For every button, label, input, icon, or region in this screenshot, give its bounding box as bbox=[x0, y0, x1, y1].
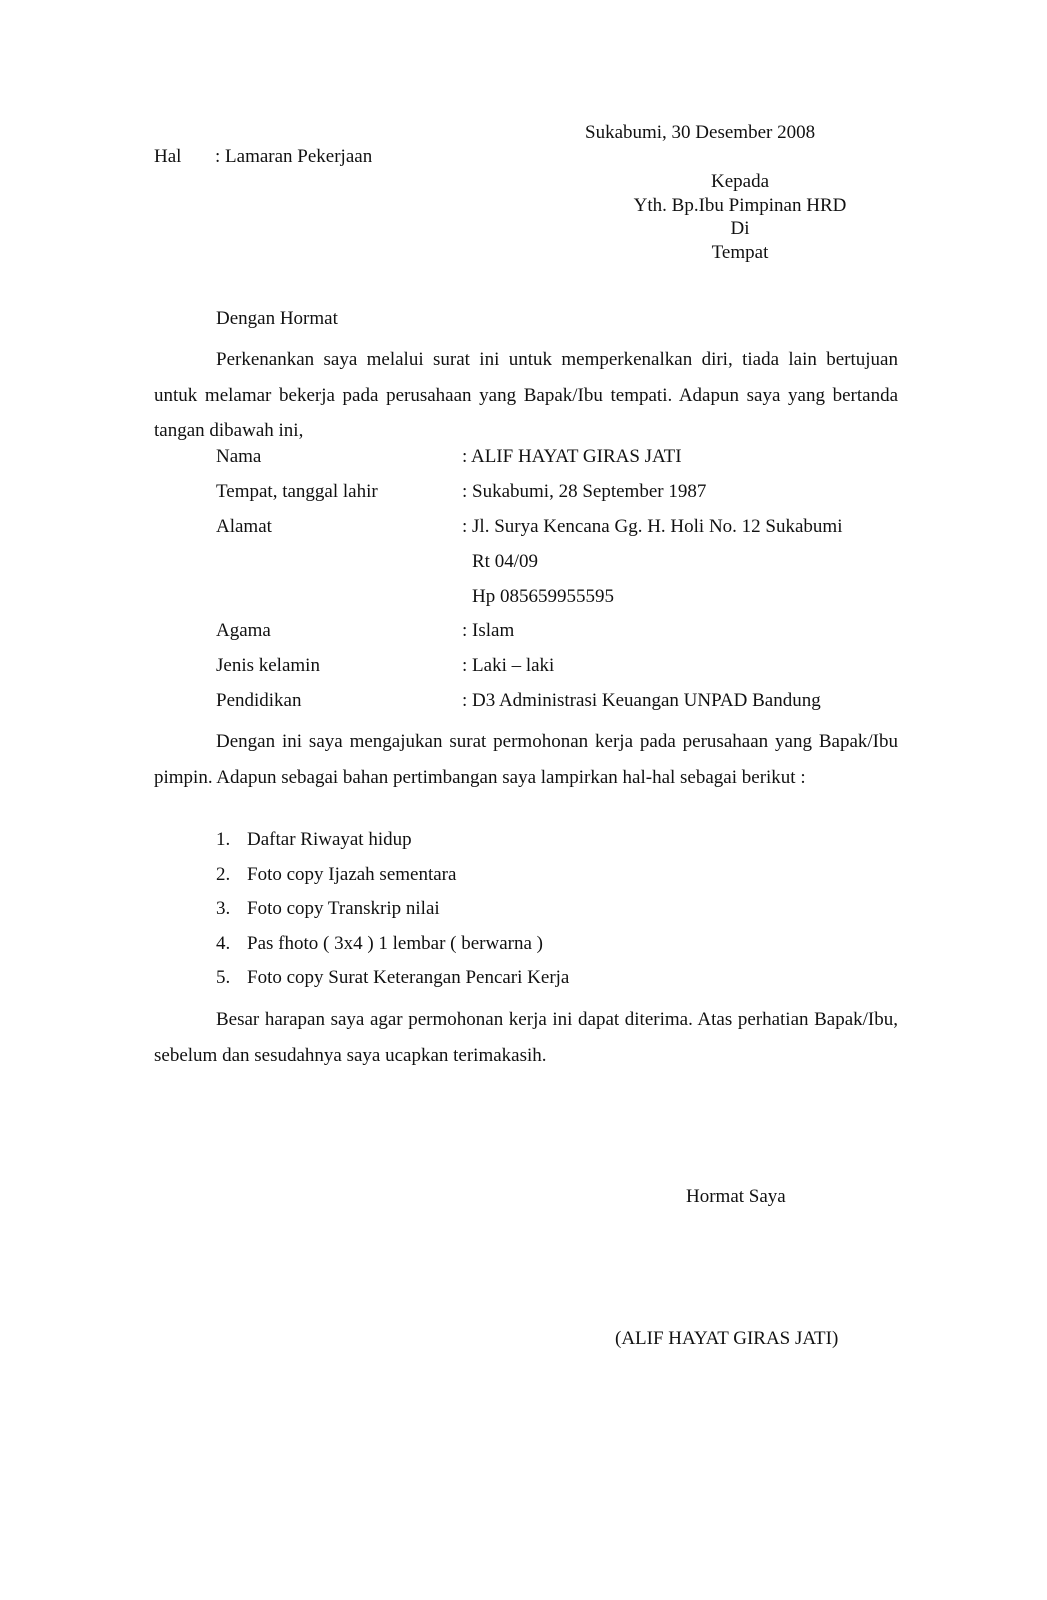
field-label: Alamat bbox=[216, 516, 272, 537]
attachment-text: Foto copy Ijazah sementara bbox=[247, 864, 457, 885]
attachment-item bbox=[216, 898, 440, 920]
field-agama bbox=[216, 620, 906, 655]
field-label: Jenis kelamin bbox=[216, 655, 320, 676]
recipient-line: Yth. Bp.Ibu Pimpinan HRD bbox=[633, 194, 847, 216]
address-cont-line: Hp 085659955595 bbox=[472, 586, 614, 607]
place-date: Sukabumi, 30 Desember 2008 bbox=[585, 122, 816, 143]
body-paragraph bbox=[154, 724, 898, 795]
attachment-text: Foto copy Transkrip nilai bbox=[247, 898, 440, 919]
intro-text: Perkenankan saya melalui surat ini untuk memperkenalkan diri, tiada lain bertujuan untuk melamar bekerja pada perusahaan yang Bapak/Ibu tempati. Adapun saya yang bertanda tangan dibawah ini, bbox=[154, 349, 898, 441]
field-jenis-kelamin bbox=[216, 655, 906, 690]
subject-value: : Lamaran Pekerjaan bbox=[215, 146, 373, 167]
field-value: : Laki – laki bbox=[462, 655, 555, 676]
field-value: : Sukabumi, 28 September 1987 bbox=[462, 481, 707, 502]
attachment-text: Pas fhoto ( 3x4 ) 1 lembar ( berwarna ) bbox=[247, 933, 543, 954]
field-label: Nama bbox=[216, 446, 262, 467]
attachment-number: 3. bbox=[216, 898, 231, 919]
signature-name: (ALIF HAYAT GIRAS JATI) bbox=[615, 1328, 839, 1349]
sign-off: Hormat Saya bbox=[686, 1186, 786, 1207]
attachment-item bbox=[216, 933, 543, 955]
attachment-text: Foto copy Surat Keterangan Pencari Kerja bbox=[247, 967, 570, 988]
recipient-block bbox=[590, 170, 890, 264]
closing-paragraph bbox=[154, 1002, 898, 1073]
salutation: Dengan Hormat bbox=[216, 308, 338, 329]
field-label: Pendidikan bbox=[216, 690, 302, 711]
field-value: : D3 Administrasi Keuangan UNPAD Bandung bbox=[462, 690, 821, 711]
field-value: : Jl. Surya Kencana Gg. H. Holi No. 12 Sukabumi bbox=[462, 516, 843, 537]
attachment-number: 1. bbox=[216, 829, 231, 850]
subject-label: Hal bbox=[154, 146, 182, 167]
field-ttl bbox=[216, 481, 906, 516]
intro-paragraph bbox=[154, 342, 898, 449]
field-value: : Islam bbox=[462, 620, 515, 641]
body-text: Dengan ini saya mengajukan surat permohonan kerja pada perusahaan yang Bapak/Ibu pimpin. Adapun sebagai bahan pertimbangan saya lampirkan hal-hal sebagai berikut : bbox=[154, 731, 898, 788]
attachment-item bbox=[216, 829, 412, 851]
attachment-number: 5. bbox=[216, 967, 231, 988]
attachment-item bbox=[216, 967, 569, 989]
field-label: Agama bbox=[216, 620, 271, 641]
field-pendidikan bbox=[216, 690, 906, 725]
attachment-text: Daftar Riwayat hidup bbox=[247, 829, 412, 850]
closing-text: Besar harapan saya agar permohonan kerja ini dapat diterima. Atas perhatian Bapak/Ibu, sebelum dan sesudahnya saya ucapkan terimakasih. bbox=[154, 1009, 898, 1066]
recipient-line: Di bbox=[730, 218, 750, 239]
attachment-item bbox=[216, 864, 456, 886]
field-nama bbox=[216, 446, 906, 481]
attachment-number: 4. bbox=[216, 933, 231, 954]
attachment-number: 2. bbox=[216, 864, 231, 885]
recipient-line: Kepada bbox=[710, 171, 770, 192]
recipient-line: Tempat bbox=[711, 241, 769, 263]
field-value: : ALIF HAYAT GIRAS JATI bbox=[462, 446, 682, 467]
field-label: Tempat, tanggal lahir bbox=[216, 481, 378, 502]
address-cont-line: Rt 04/09 bbox=[472, 551, 538, 572]
field-alamat bbox=[216, 516, 906, 551]
